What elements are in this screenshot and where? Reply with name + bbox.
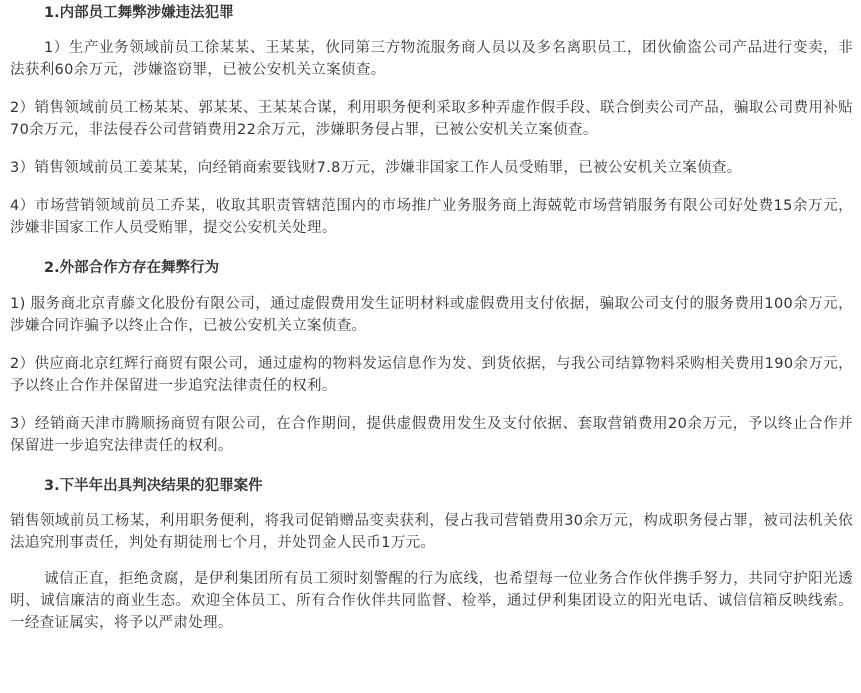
case-paragraph: 1) 服务商北京青藤文化股份有限公司，通过虚假费用发生证明材料或虚假费用支付依据，骗取公司支付的服务费用100余万元，涉嫌合同诈骗予以终止合作，已被公安机关立案侦查。 — [10, 296, 853, 334]
section-heading-external-partners: 2.外部合作方存在舞弊行为 — [44, 260, 220, 276]
closing-paragraph: 诚信正直，拒绝贪腐，是伊利集团所有员工须时刻警醒的行为底线，也希望每一位业务合作伙伴携手努力，共同守护阳光透明、诚信廉洁的商业生态。欢迎全体员工、所有合作伙伴共同监督、检举，通过伊利集团设立的阳光电话、诚信信箱反映线索。一经查证属实，将予以严肃处理。 — [10, 571, 853, 631]
case-paragraph: 2）供应商北京红辉行商贸有限公司，通过虚构的物料发运信息作为发、到货依据，与我公司结算物料采购相关费用190余万元，予以终止合作并保留进一步追究法律责任的权利。 — [10, 356, 853, 394]
case-paragraph: 4）市场营销领域前员工乔某，收取其职责管辖范围内的市场推广业务服务商上海兢乾市场营销服务有限公司好处费15余万元，涉嫌非国家工作人员受贿罪，提交公安机关处理。 — [10, 198, 853, 236]
section-heading-judgments: 3.下半年出具判决结果的犯罪案件 — [44, 478, 263, 494]
case-paragraph: 3）销售领域前员工姜某某，向经销商索要钱财7.8万元，涉嫌非国家工作人员受贿罪，已被公安机关立案侦查。 — [10, 160, 742, 176]
section-heading-internal-fraud: 1.内部员工舞弊涉嫌违法犯罪 — [44, 5, 234, 21]
article-body — [0, 2, 861, 693]
case-paragraph: 1）生产业务领域前员工徐某某、王某某，伙同第三方物流服务商人员以及多名离职员工，团伙偷盗公司产品进行变卖，非法获利60余万元，涉嫌盗窃罪，已被公安机关立案侦查。 — [10, 40, 853, 78]
case-paragraph: 销售领域前员工杨某，利用职务便利，将我司促销赠品变卖获利，侵占我司营销费用30余万元，构成职务侵占罪，被司法机关依法追究刑事责任，判处有期徒刑七个月，并处罚金人民币1万元。 — [10, 513, 853, 551]
case-paragraph: 3）经销商天津市腾顺扬商贸有限公司，在合作期间，提供虚假费用发生及支付依据、套取营销费用20余万元，予以终止合作并保留进一步追究法律责任的权利。 — [10, 416, 853, 454]
case-paragraph: 2）销售领域前员工杨某某、郭某某、王某某合谋，利用职务便利采取多种弄虚作假手段、联合倒卖公司产品，骗取公司费用补贴70余万元，非法侵吞公司营销费用22余万元，涉嫌职务侵占罪，已被公安机关立案侦查。 — [10, 100, 853, 138]
